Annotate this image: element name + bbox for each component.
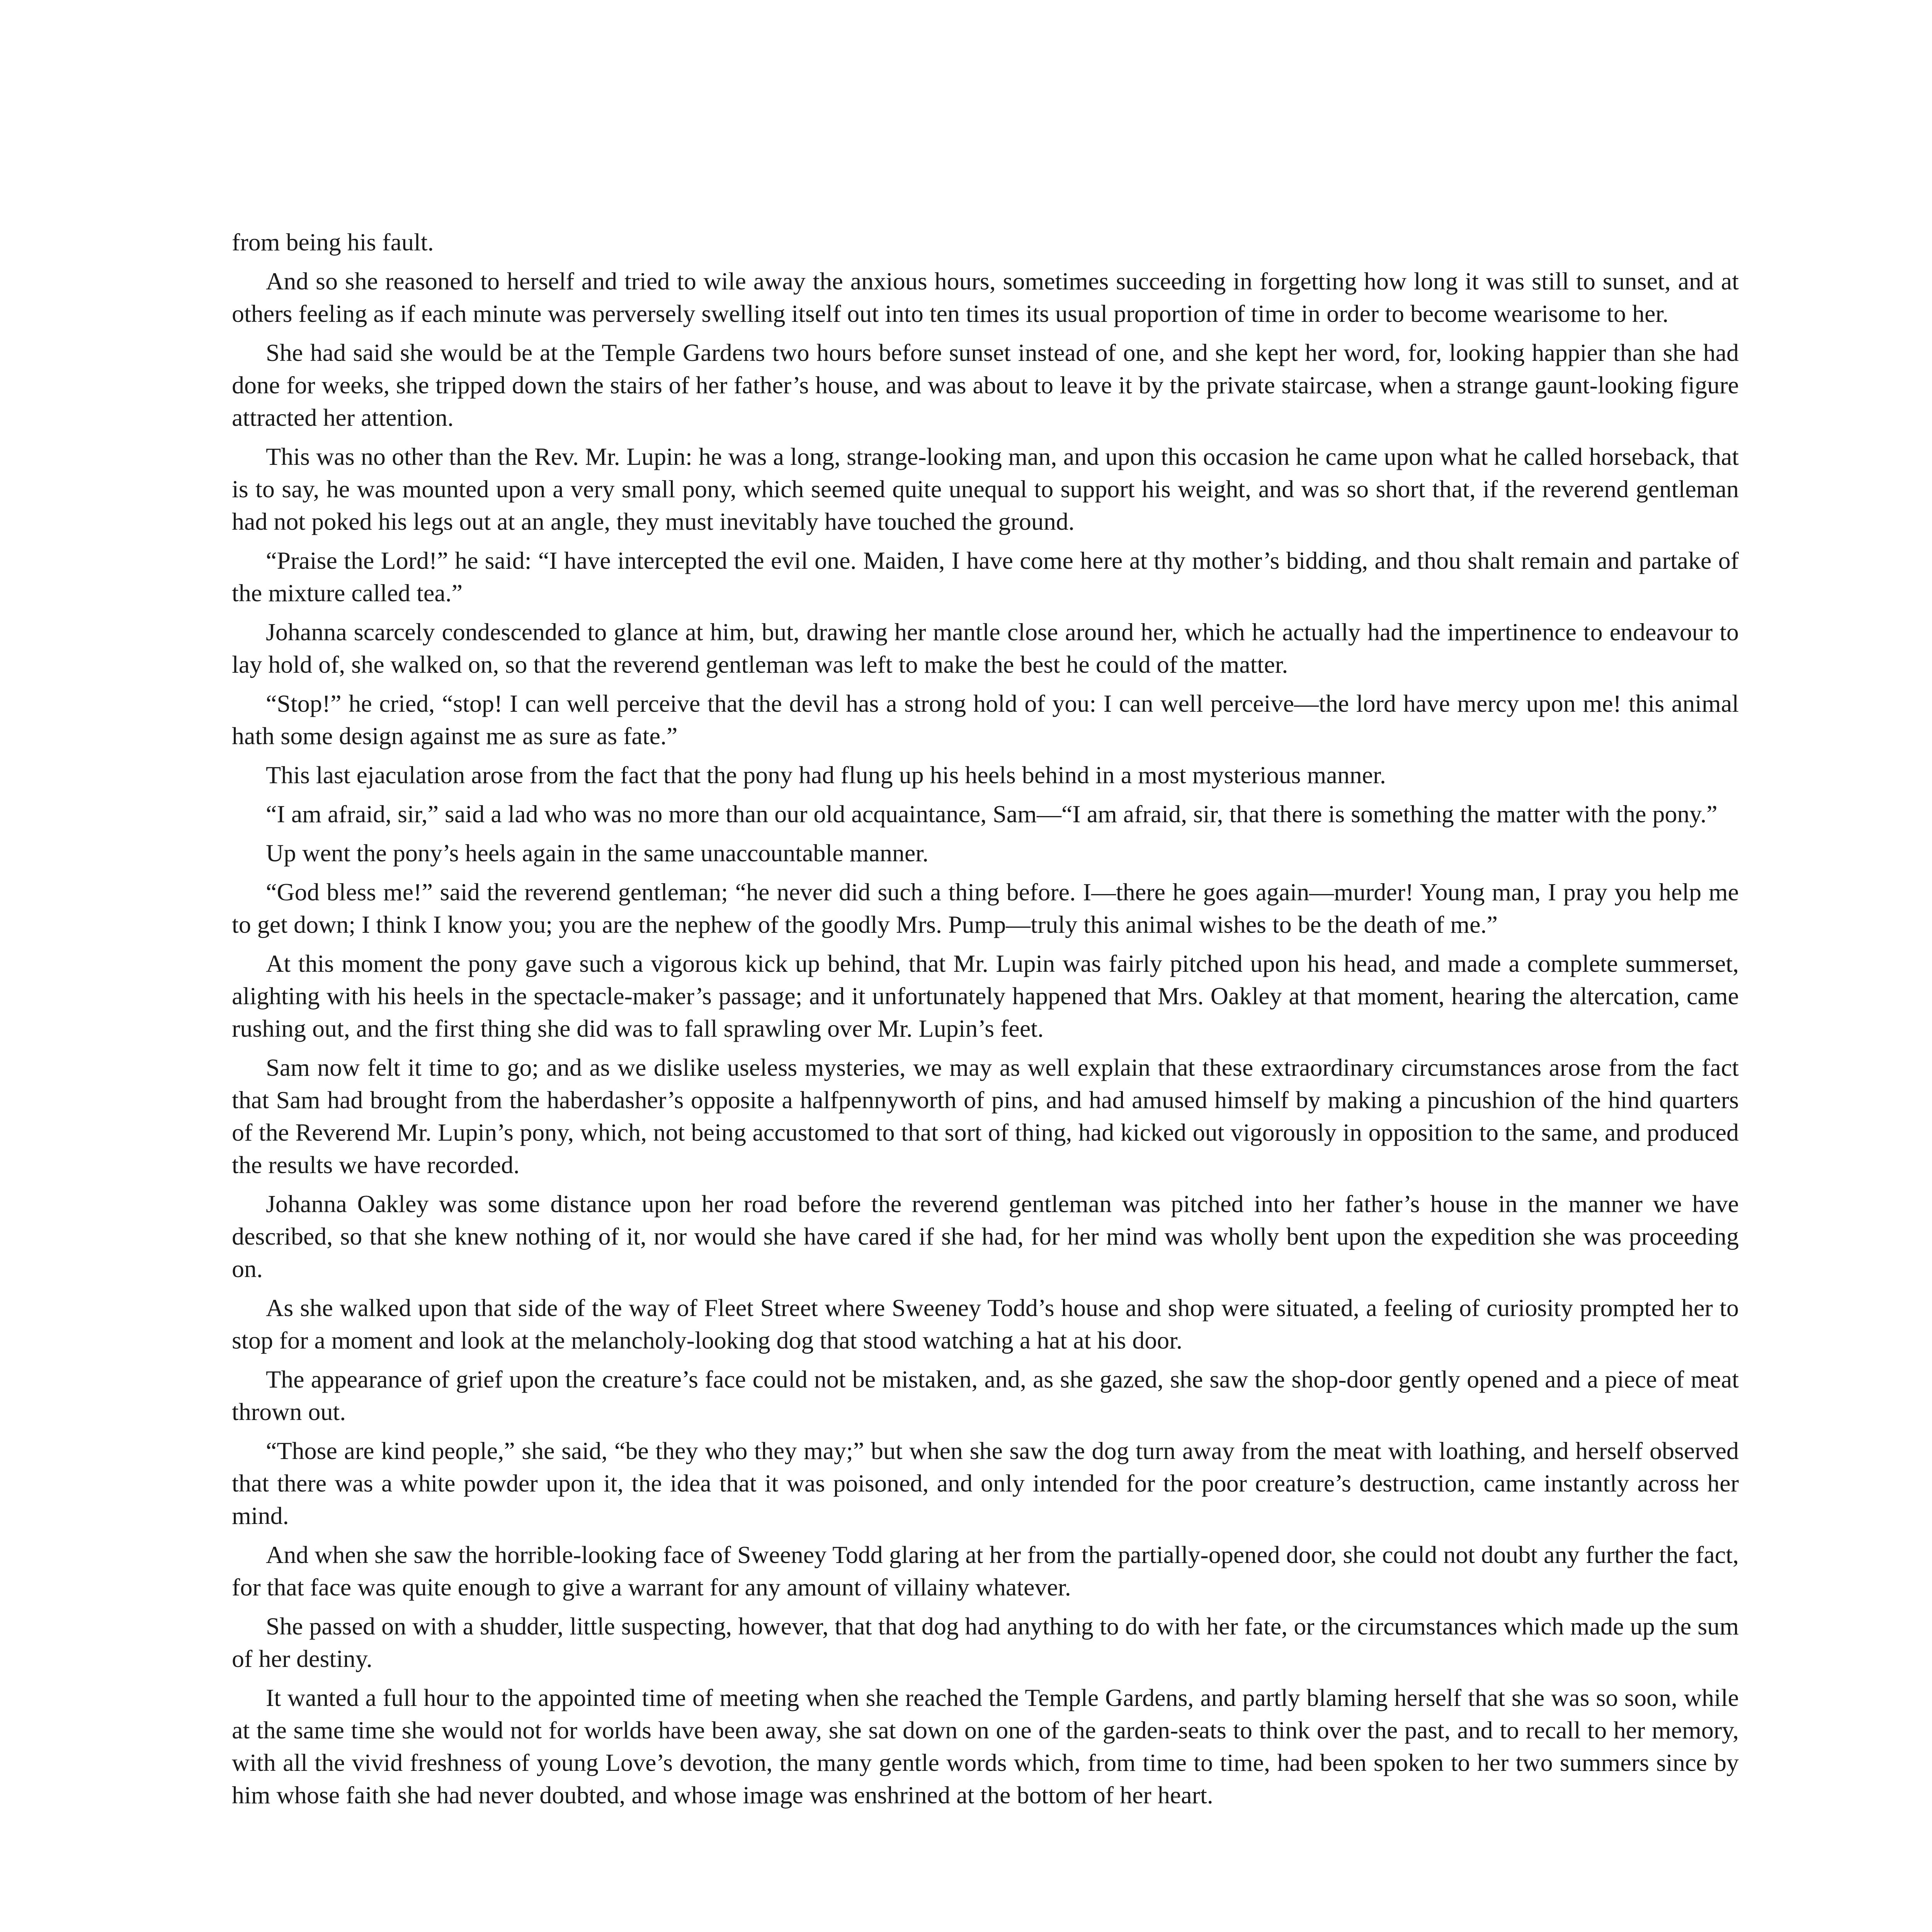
paragraph: “I am afraid, sir,” said a lad who was no more than our old acquaintance, Sam—“I am afraid, sir, that there is something the matter with the pony.” [266,800,1718,828]
page-body [232,226,1739,1818]
paragraph: And so she reasoned to herself and tried to wile away the anxious hours, sometimes succeeding in forgetting how long it was still to sunset, and at others feeling as if each minute was perversely swelling itself out into ten times its usual proportion of time in order to become wearisome to her. [232,267,1739,327]
paragraph: She had said she would be at the Temple Gardens two hours before sunset instead of one, and she kept her word, for, looking happier than she had done for weeks, she tripped down the stairs of her father’s house, and was about to leave it by the private staircase, when a strange gaunt-looking figure attracted her attention. [232,339,1739,431]
paragraph: “Praise the Lord!” he said: “I have intercepted the evil one. Maiden, I have come here at thy mother’s bidding, and thou shalt remain and partake of the mixture called tea.” [232,547,1739,607]
paragraph: It wanted a full hour to the appointed time of meeting when she reached the Temple Gardens, and partly blaming herself that she was so soon, while at the same time she would not for worlds have been away, she sat down on one of the garden-seats to think over the past, and to recall to her memory, with all the vivid freshness of young Love’s devotion, the many gentle words which, from time to time, had been spoken to her two summers since by him whose faith she had never doubted, and whose image was enshrined at the bottom of her heart. [232,1684,1739,1809]
paragraph: This was no other than the Rev. Mr. Lupin: he was a long, strange-looking man, and upon this occasion he came upon what he called horseback, that is to say, he was mounted upon a very small pony, which seemed quite unequal to support his weight, and was so short that, if the reverend gentleman had not poked his legs out at an angle, they must inevitably have touched the ground. [232,443,1739,535]
paragraph: from being his fault. [232,228,434,256]
paragraph: “Stop!” he cried, “stop! I can well perceive that the devil has a strong hold of you: I can well perceive—the lord have mercy upon me! this animal hath some design against me as sure as fate.” [232,690,1739,750]
paragraph: At this moment the pony gave such a vigorous kick up behind, that Mr. Lupin was fairly pitched upon his head, and made a complete summerset, alighting with his heels in the spectacle-maker’s passage; and it unfortunately happened that Mrs. Oakley at that moment, hearing the altercation, came rushing out, and the first thing she did was to fall sprawling over Mr. Lupin’s feet. [232,950,1739,1042]
paragraph: As she walked upon that side of the way of Fleet Street where Sweeney Todd’s house and shop were situated, a feeling of curiosity prompted her to stop for a moment and look at the melancholy-looking dog that stood watching a hat at his door. [232,1294,1739,1354]
paragraph: This last ejaculation arose from the fact that the pony had flung up his heels behind in a most mysterious manner. [266,761,1386,789]
paragraph: Up went the pony’s heels again in the same unaccountable manner. [266,839,929,867]
paragraph: She passed on with a shudder, little suspecting, however, that that dog had anything to do with her fate, or the circumstances which made up the sum of her destiny. [232,1612,1739,1672]
paragraph: And when she saw the horrible-looking face of Sweeney Todd glaring at her from the partially-opened door, she could not doubt any further the fact, for that face was quite enough to give a warrant for any amount of villainy whatever. [232,1541,1739,1601]
paragraph: “Those are kind people,” she said, “be they who they may;” but when she saw the dog turn away from the meat with loathing, and herself observed that there was a white powder upon it, the idea that it was poisoned, and only intended for the poor creature’s destruction, came instantly across her mind. [232,1437,1739,1529]
paragraph: “God bless me!” said the reverend gentleman; “he never did such a thing before. I—there he goes again—murder! Young man, I pray you help me to get down; I think I know you; you are the nephew of the goodly Mrs. Pump—truly this animal wishes to be the death of me.” [232,878,1739,938]
paragraph: Johanna scarcely condescended to glance at him, but, drawing her mantle close around her, which he actually had the impertinence to endeavour to lay hold of, she walked on, so that the reverend gentleman was left to make the best he could of the matter. [232,618,1739,678]
paragraph: The appearance of grief upon the creature’s face could not be mistaken, and, as she gazed, she saw the shop-door gently opened and a piece of meat thrown out. [232,1366,1739,1425]
paragraph: Johanna Oakley was some distance upon her road before the reverend gentleman was pitched into her father’s house in the manner we have described, so that she knew nothing of it, nor would she have cared if she had, for her mind was wholly bent upon the expedition she was proceeding on. [232,1190,1739,1282]
paragraph: Sam now felt it time to go; and as we dislike useless mysteries, we may as well explain that these extraordinary circumstances arose from the fact that Sam had brought from the haberdasher’s opposite a halfpennyworth of pins, and had amused himself by making a pincushion of the hind quarters of the Reverend Mr. Lupin’s pony, which, not being accustomed to that sort of thing, had kicked out vigorously in opposition to the same, and produced the results we have recorded. [232,1054,1739,1179]
